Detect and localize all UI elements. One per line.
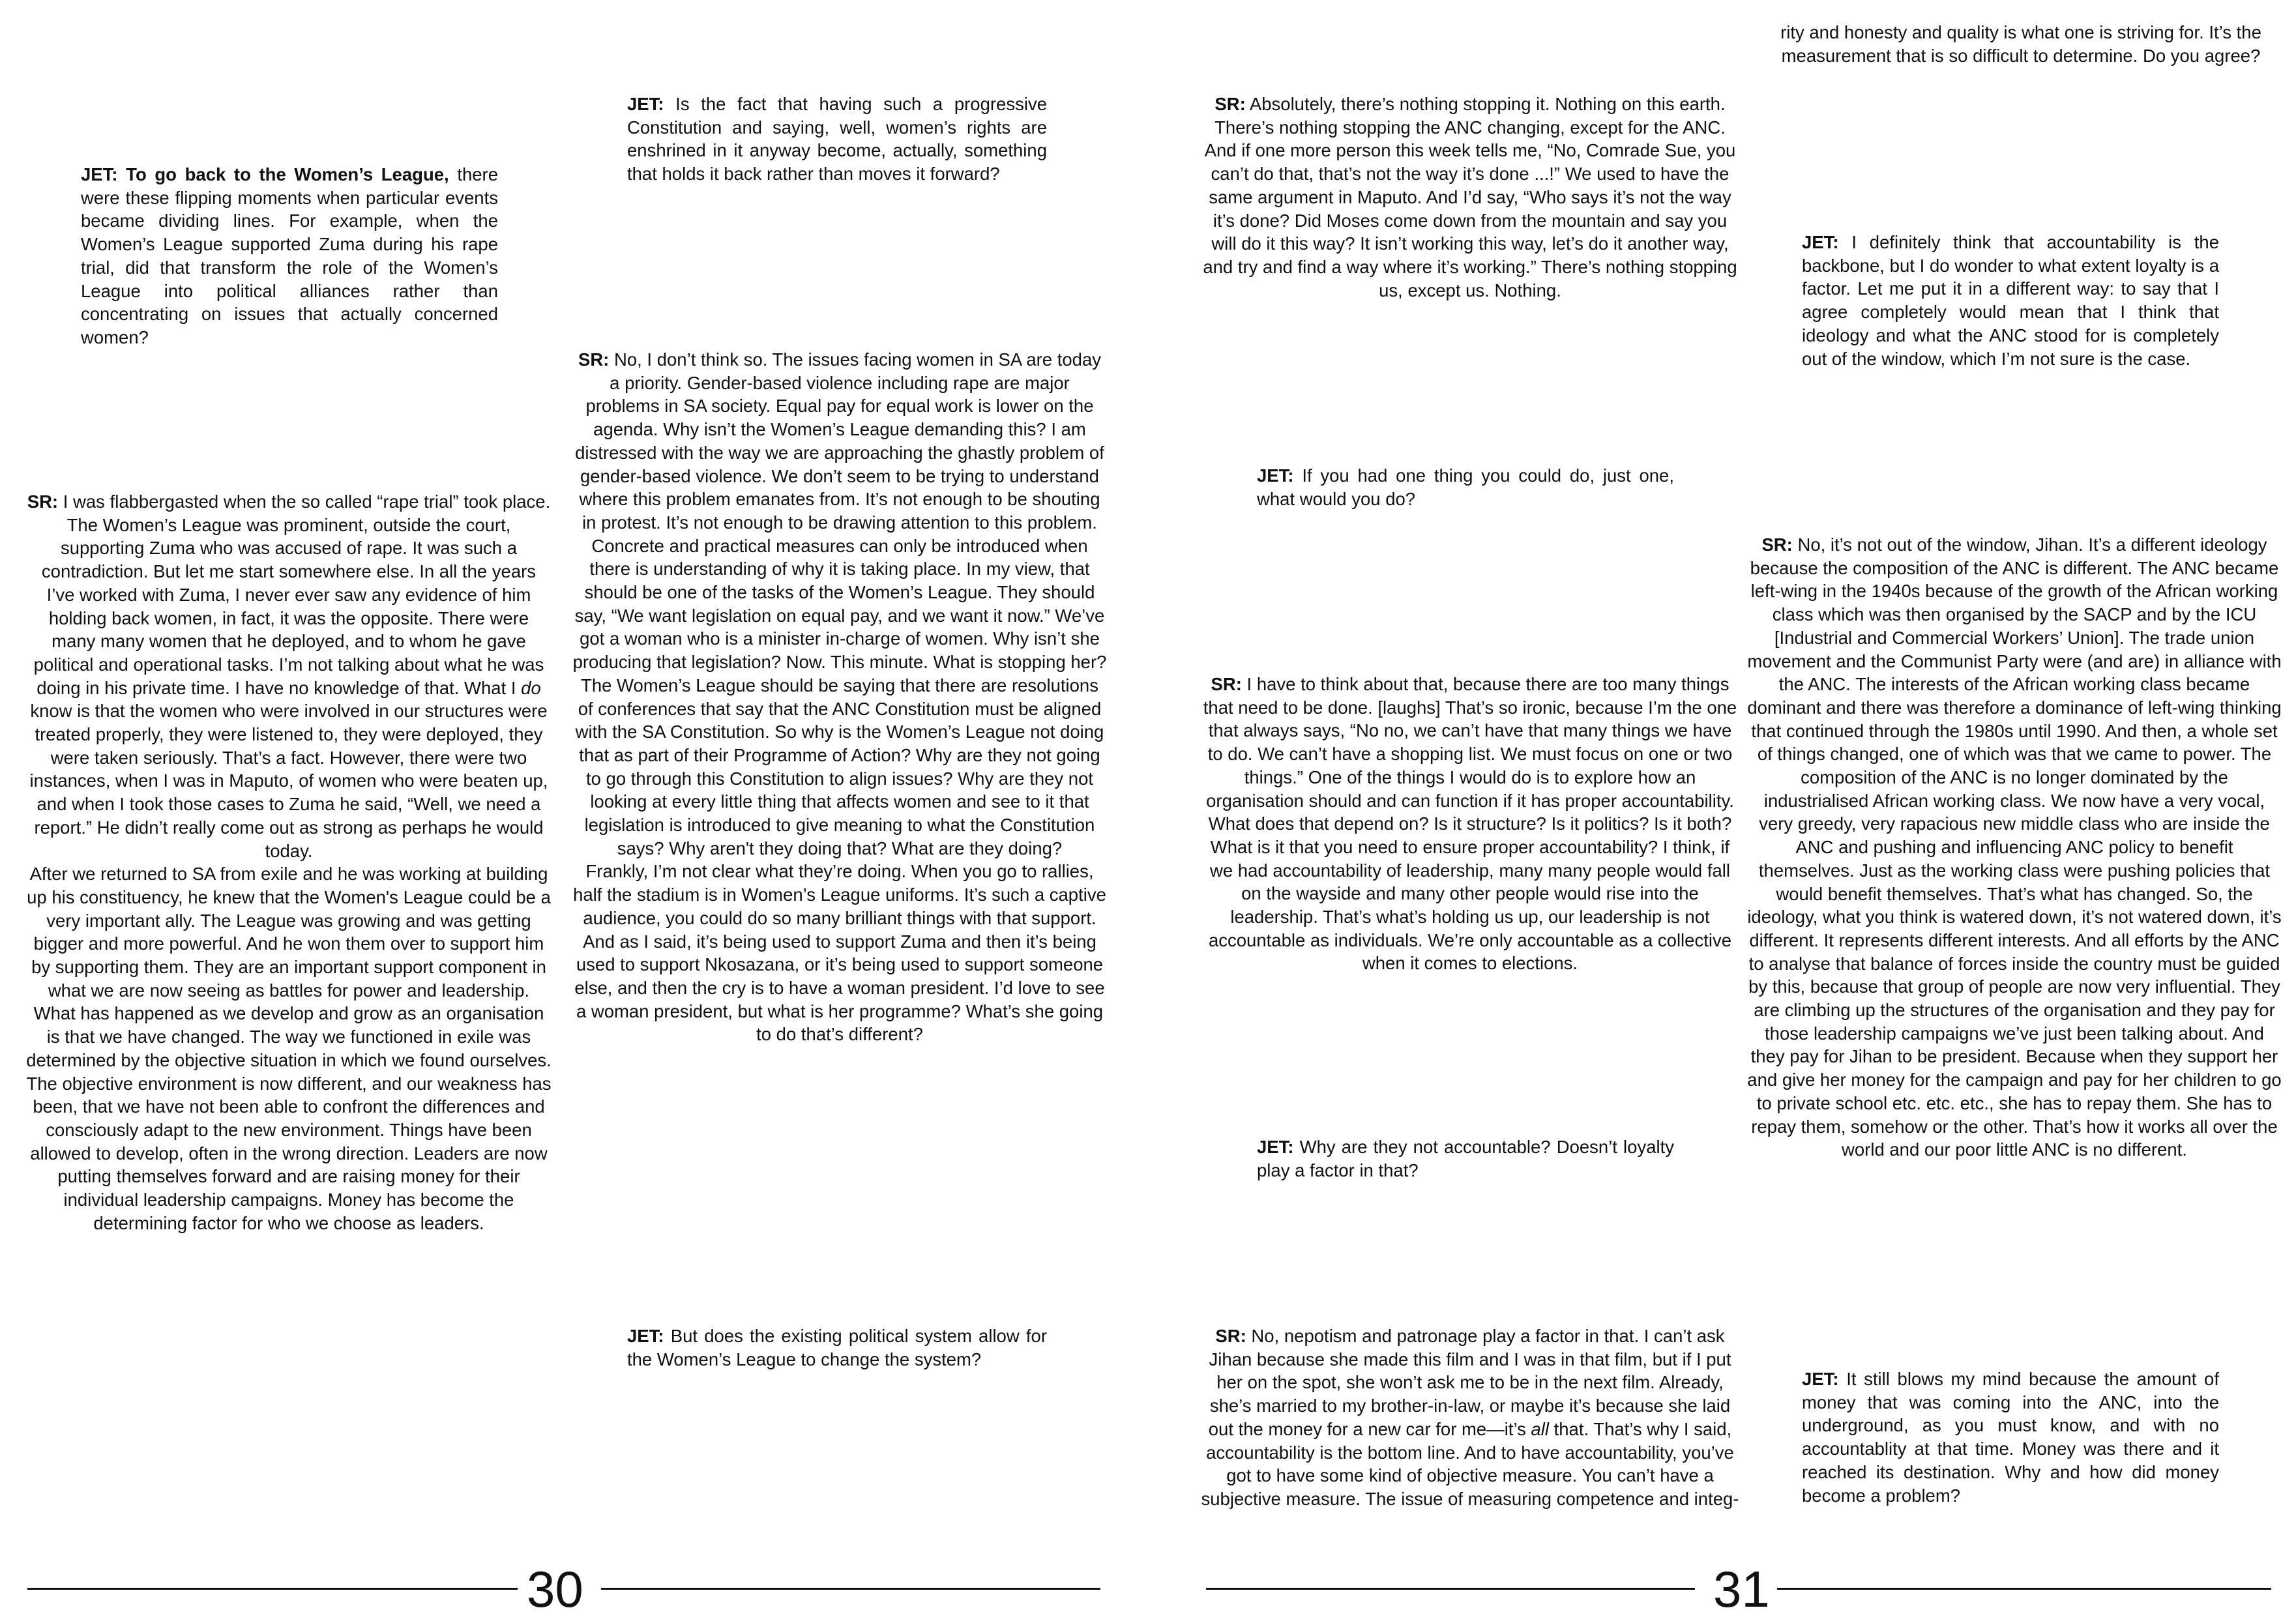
footer-rule-left (27, 1588, 518, 1590)
speaker-label: JET: (627, 1326, 664, 1346)
speaker-label: JET: (1257, 1137, 1294, 1157)
answer-paragraph: What has happened as we develop and grow as an organisation is that we have changed. The way we functioned in exile was determined by the objective situation in which we found ourselves. The objective environment is now different, and our weakness has been, that we have not been able to confront the differences and consciously adapt to the new environment. Things have been allowed to develop, often in the wrong direction. Leaders are now putting themselves forward and are raising money for their individual leadership campaigns. Money has become the determining factor for who we choose as leaders. (26, 1003, 552, 1233)
question-lead: To go back to the Women’s League, (117, 164, 449, 184)
speaker-label: SR: (578, 349, 610, 370)
page-number: 30 (527, 1560, 583, 1618)
answer-text: I have to think about that, because there are too many things that need to be done. [laughs] That’s so ironic, because I’m the one that always says, “No no, we can’t have that many things we have to do. We can’t have a shopping list. We must focus on one or two things.” One of the things I would do is to explore how an organisation should and can function if it has proper accountability. What does that depend on? Is it structure? Is it politics? Is it both? What is it that you need to ensure proper accountability? I think, if we had accountability of leadership, many many people would fall on the wayside and many other people would rise into the leadership. That’s what’s holding us up, our leadership is not accountable as individuals. We’re only accountable as a collective when it comes to elections. (1203, 674, 1737, 974)
answer-text: No, nepotism and patronage play a factor in that. I can’t ask Jihan because she made this film and I was in that film, but if I put her on the spot, she won’t ask me to be in the next film. Already, she’s married to my brother-in-law, or maybe it’s because she laid out the money for a new car for me—it’s (1208, 1326, 1731, 1439)
speaker-label: JET: (1257, 465, 1294, 486)
answer-paragraph: The Women’s League should be saying that there are resolutions of conferences that say that the ANC Constitution must be aligned with the SA Constitution. So why is the Women’s League not doing that as part of their Programme of Action? Why are they not going to go through this Constitution to align issues? Why are they not looking at every little thing that affects women and see to it that legislation is introduced to give meaning to what the Constitution says? Why aren't they doing that? What are they doing? (575, 675, 1104, 858)
speaker-label: JET: (627, 94, 664, 114)
speaker-label: SR: (1214, 94, 1246, 114)
answer-paragraph: After we returned to SA from exile and he was working at building up his constituency, he knew that the Women's League could be a very important ally. The League was growing and was getting bigger and more powerful. And he won them over to support him by supporting them. They are an important support component in what we are now seeing as battles for power and leadership. (27, 864, 551, 1001)
sr-answer-nepotism (1200, 1324, 1741, 1511)
sr-answer-accountability (1200, 673, 1741, 975)
answer-text: I was flabbergasted when the so called “rape trial” took place. The Women’s League was prominent, outside the court, supporting Zuma who was accused of rape. It was such a contradiction. But let me start somewhere else. In all the years I’ve worked with Zuma, I never ever saw any evidence of him holding back women, in fact, it was the opposite. There were many many women that he deployed, and to whom he gave political and operational tasks. I’m not talking about what he was doing in his private time. I have no knowledge of that. What I (33, 491, 551, 698)
answer-text: No, it’s not out of the window, Jihan. It’s a different ideology because the composition of the ANC is different. The ANC became left-wing in the 1940s because of the growth of the African working class which was then organised by the SACP and by the ICU [Industrial and Commercial Workers’ Union]. The trade union movement and the Communist Party were (and are) in alliance with the ANC. The interests of the African working class became dominant and there was therefore a dominance of left-wing thinking that continued through the 1980s until 1990. And then, a whole set of things changed, one of which was that we came to power. The composition of the ANC is no longer dominated by the industrialised African working class. We now have a very vocal, very greedy, very rapacious new middle class who are inside the ANC and pushing and influencing ANC policy to benefit themselves. Just as the working class were pushing policies that would benefit themselves. That’s what has changed. So, the ideology, what you think is watered down, it’s not watered down, it’s different. It represents different interests. And all efforts by the ANC to analyse that balance of forces inside the country must be guided by this, because that group of people are now very influential. They are climbing up the structures of the organisation and they pay for those leadership campaigns we’ve just been talking about. And they pay for Jihan to be president. Because when they support her and give her money for the campaign and pay for her children to go to private school etc. etc. etc., she has to repay them. She has to repay them, somehow or the other. That’s how it works all over the world and our poor little ANC is no different. (1747, 534, 2282, 1160)
footer-rule-right (1777, 1588, 2271, 1590)
jet-question-one-thing (1257, 464, 1674, 510)
question-text: Why are they not accountable? Doesn’t loyalty play a factor in that? (1257, 1137, 1674, 1180)
answer-text: know is that the women who were involved in our structures were treated properly, they were listened to, they were deployed, they were taken seriously. That’s a fact. However, there were two instances, when I was in Maputo, of women who were beaten up, and when I took those cases to Zuma he said, “Well, we need a report.” He didn’t really come out as strong as perhaps he would today. (29, 701, 548, 861)
speaker-label: JET: (1802, 232, 1839, 252)
emphasis-text: all (1531, 1418, 1549, 1439)
jet-question-political-system (627, 1324, 1047, 1371)
answer-text: rity and honesty and quality is what one is striving for. It’s the measurement that is so difficult to determine. Do you agree? (1780, 22, 2261, 66)
sr-answer-nothing-stopping (1200, 93, 1741, 302)
question-text: I definitely think that accountability is the backbone, but I do wonder to what extent loyalty is a factor. Let me put it in a different way: to say that I agree completely would mean that I think that ideology and what the ANC stood for is completely out of the window, which I’m not sure is the case. (1802, 232, 2219, 369)
answer-paragraph: Frankly, I’m not clear what they’re doing. When you go to rallies, half the stadium is in Women’s League uniforms. It’s such a captive audience, you could do so many brilliant things with that support. And as I said, it’s being used to support Zuma and then it’s being used to support Nkosazana, or it’s being used to support someone else, and then the cry is to have a woman president. I’d love to see a woman president, but what is her programme? What’s she going to do that’s different? (573, 861, 1106, 1045)
question-text: But does the existing political system allow for the Women’s League to change the system? (627, 1326, 1047, 1369)
sr-answer-ideology (1747, 533, 2282, 1162)
question-text: If you had one thing you could do, just one, what would you do? (1257, 465, 1674, 509)
speaker-label: SR: (1211, 674, 1242, 694)
sr-answer-womens-issues (572, 348, 1107, 1046)
answer-text: No, I don’t think so. The issues facing women in SA are today a priority. Gender-based violence including rape are major problems in SA society. Equal pay for equal work is lower on the agenda. Why isn’t the Women’s League demanding this? I am distressed with the way we are approaching the ghastly problem of gender-based violence. We don’t seem to be trying to understand where this problem emanates from. It’s not enough to be shouting in protest. It’s not enough to be drawing attention to this problem. Concrete and practical measures can only be introduced when there is understanding of why it is taking place. In my view, that should be one of the tasks of the Women’s League. They should say, “We want legislation on equal pay, and we want it now.” We’ve got a woman who is a minister in-charge of women. Why isn’t she producing that legislation? Now. This minute. What is stopping her? (572, 349, 1107, 673)
question-text: It still blows my mind because the amount of money that was coming into the ANC, into the underground, as you must know, and with no accountablity at that time. Money was there and it reached its destination. Why and how did money become a problem? (1802, 1369, 2219, 1506)
jet-question-loyalty (1257, 1135, 1674, 1182)
page-number: 31 (1713, 1560, 1770, 1618)
jet-question-constitution (627, 93, 1047, 186)
speaker-label: JET: (81, 164, 118, 184)
jet-question-money (1802, 1367, 2219, 1507)
speaker-label: JET: (1802, 1369, 1839, 1389)
speaker-label: SR: (1215, 1326, 1246, 1346)
sr-answer-nepotism-continued (1767, 21, 2275, 67)
question-text: there were these flipping moments when particular events became dividing lines. For example, when the Women’s League supported Zuma during his rape trial, did that transform the role of the Women’s League into political alliances rather than concentrating on issues that actually concerned women? (81, 164, 499, 347)
answer-text: that. That’s why I said, accountability is the bottom line. And to have accountability, you’ve got to have some kind of objective measure. You can’t have a subjective measure. The issue of measuring competence and integ- (1201, 1418, 1739, 1509)
footer-rule-left (1206, 1588, 1695, 1590)
answer-text: Absolutely, there’s nothing stopping it. Nothing on this earth. There’s nothing stopping the ANC changing, except for the ANC. And if one more person this week tells me, “No, Comrade Sue, you can’t do that, that’s not the way it’s done ...!” We used to have the same argument in Maputo. And I’d say, “Who says it’s not the way it’s done? Did Moses come down from the mountain and say you will do it this way? It isn’t working this way, let’s do it another way, and try and find a way where it’s working.” There’s nothing stopping us, except us. Nothing. (1203, 94, 1737, 300)
footer-rule-right (601, 1588, 1100, 1590)
speaker-label: SR: (1761, 534, 1793, 555)
jet-question-backbone (1802, 231, 2219, 370)
question-text: Is the fact that having such a progressive Constitution and saying, well, women’s rights are enshrined in it anyway become, actually, something that holds it back rather than moves it forward? (627, 94, 1047, 184)
jet-question-womens-league (81, 163, 498, 349)
emphasis-text: do (521, 677, 541, 698)
sr-answer-rape-trial (26, 490, 552, 1235)
speaker-label: SR: (27, 491, 59, 512)
